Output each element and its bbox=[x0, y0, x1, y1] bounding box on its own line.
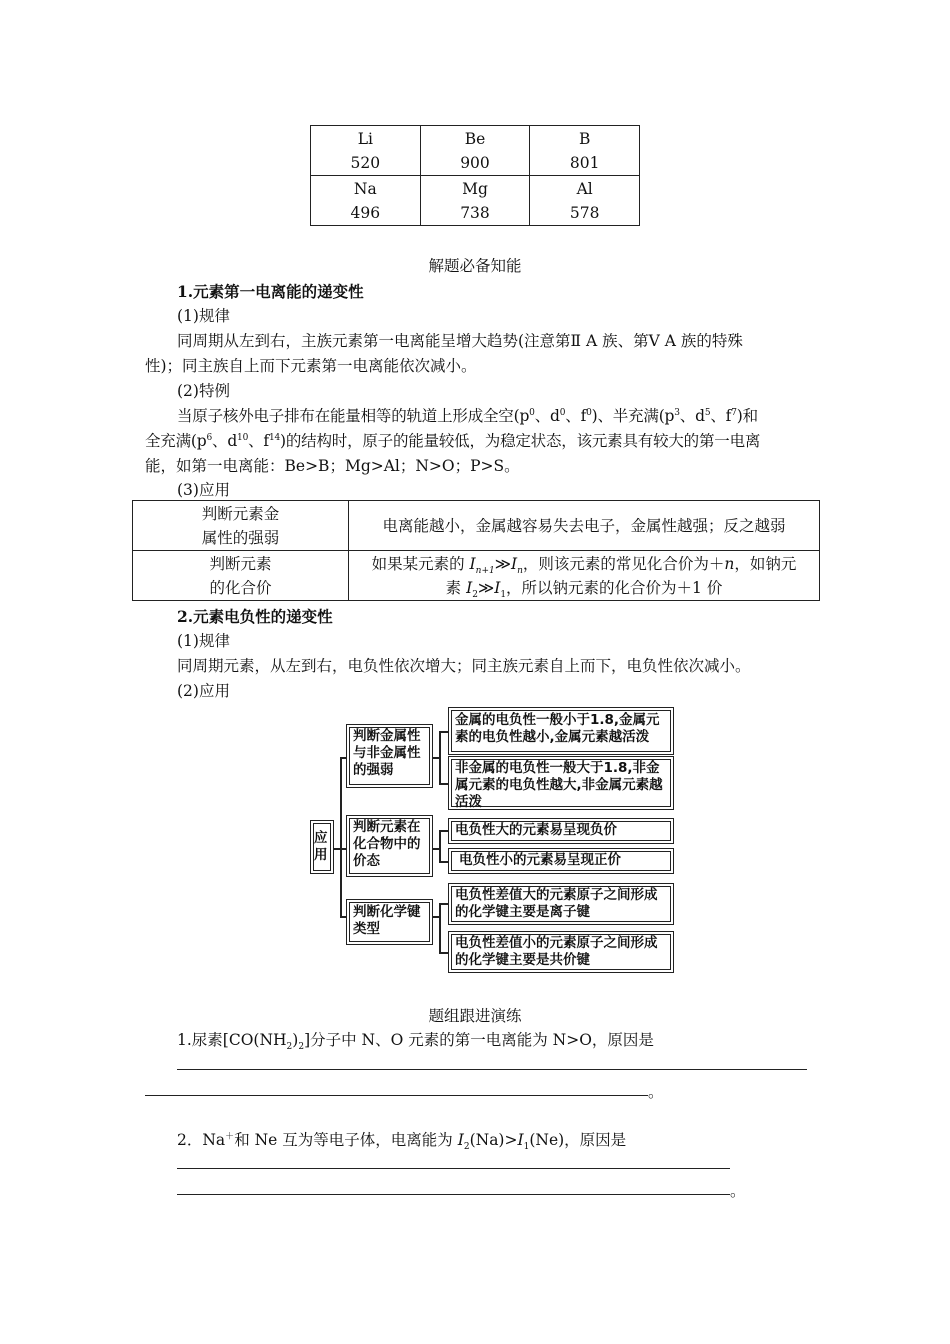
application-label: (3)应用 bbox=[177, 481, 230, 499]
table-row bbox=[311, 126, 640, 176]
table-row bbox=[311, 176, 640, 226]
rule-text-line: 同周期元素，从左到右，电负性依次增大；同主族元素自上而下，电负性依次减小。 bbox=[177, 657, 751, 675]
diagram-leaf-box: 电负性差值小的元素原子之间形成的化学键主要是共价键 bbox=[448, 931, 674, 973]
element-value: 801 bbox=[569, 153, 600, 172]
rule-label: (1)规律 bbox=[177, 307, 230, 325]
diagram-leaf-box: 电负性差值大的元素原子之间形成的化学键主要是离子键 bbox=[448, 883, 674, 925]
sentence-end-mark: 。 bbox=[648, 1083, 664, 1101]
table-cell bbox=[311, 126, 421, 176]
diagram-branch-box: 判断金属性与非金属性的强弱 bbox=[346, 724, 433, 788]
special-text-line: 能，如第一电离能：Be>B；Mg>Al；N>O；P>S。 bbox=[145, 457, 520, 475]
element-symbol: B bbox=[578, 129, 591, 148]
table-row bbox=[133, 501, 820, 551]
section-title: 1.元素第一电离能的递变性 bbox=[177, 282, 364, 301]
connector-line bbox=[340, 757, 342, 917]
table-cell: 判断元素 的化合价 bbox=[133, 551, 349, 601]
element-symbol: Na bbox=[353, 179, 377, 198]
section-title: 2.元素电负性的递变性 bbox=[177, 607, 333, 626]
section-heading: 题组跟进演练 bbox=[428, 1007, 522, 1025]
application-table bbox=[132, 500, 820, 601]
element-symbol: Be bbox=[464, 129, 486, 148]
element-symbol: Mg bbox=[462, 179, 488, 198]
sentence-end-mark: 。 bbox=[730, 1182, 746, 1200]
element-value: 738 bbox=[460, 203, 490, 222]
rule-text-line: 性)；同主族自上而下元素第一电离能依次减小。 bbox=[145, 357, 477, 375]
answer-blank-line[interactable] bbox=[177, 1168, 730, 1169]
table-cell bbox=[311, 176, 421, 226]
question-1: 1.尿素$[CO(NH_2)_2]$分子中 N、O 元素的第一电离能为 N>O，原因是 bbox=[177, 1031, 654, 1053]
rule-text-line: 同周期从左到右，主族元素第一电离能呈增大趋势(注意第Ⅱ A 族、第Ⅴ A 族的特殊 bbox=[177, 332, 743, 350]
element-value: 520 bbox=[350, 153, 381, 172]
special-text-line: 全充满($p^6$、$d^{10}$、$f^{14}$)的结构时，原子的能量较低，为稳定状态，该元素具有较大的第一电离 bbox=[145, 432, 761, 450]
answer-blank-line[interactable] bbox=[145, 1095, 648, 1096]
connector-line bbox=[439, 731, 441, 784]
diagram-branch-box: 判断化学键类型 bbox=[346, 899, 433, 945]
element-value: 496 bbox=[350, 203, 381, 222]
table-cell: 电离能越小，金属越容易失去电子，金属性越强；反之越弱 bbox=[349, 501, 820, 551]
table-cell bbox=[420, 126, 530, 176]
ionization-energy-table bbox=[310, 125, 640, 226]
special-text-line: 当原子核外电子排布在能量相等的轨道上形成全空($p^0$、$d^0$、$f^0$)、半充满($p^3$、$d^5$、$f^7$)和 bbox=[177, 407, 758, 425]
element-symbol: Li bbox=[357, 129, 373, 148]
application-label: (2)应用 bbox=[177, 682, 230, 700]
table-cell bbox=[530, 126, 640, 176]
table-cell bbox=[530, 176, 640, 226]
element-symbol: Al bbox=[576, 179, 593, 198]
element-value: 578 bbox=[569, 203, 600, 222]
diagram-leaf-box: 电负性大的元素易呈现负价 bbox=[448, 818, 674, 844]
table-row bbox=[133, 551, 820, 601]
diagram-leaf-box: 非金属的电负性一般大于1.8,非金属元素的电负性越大,非金属元素越活泼 bbox=[448, 756, 674, 810]
connector-line bbox=[439, 903, 441, 953]
diagram-leaf-box: 金属的电负性一般小于1.8,金属元素的电负性越小,金属元素越活泼 bbox=[448, 707, 674, 755]
table-cell: 判断元素金 属性的强弱 bbox=[133, 501, 349, 551]
rule-label: (1)规律 bbox=[177, 632, 230, 650]
question-2: 2．Na＋和 Ne 互为等电子体，电离能为 $I_2(Na)>I_1(Ne)$，原因是 bbox=[177, 1131, 627, 1153]
table-cell bbox=[420, 176, 530, 226]
diagram-leaf-box: 电负性小的元素易呈现正价 bbox=[448, 848, 674, 874]
diagram-branch-box: 判断元素在化合物中的价态 bbox=[346, 815, 433, 877]
element-value: 900 bbox=[460, 153, 490, 172]
special-label: (2)特例 bbox=[177, 382, 230, 400]
answer-blank-line[interactable] bbox=[177, 1069, 807, 1070]
connector-line bbox=[439, 830, 441, 862]
table-cell: 如果某元素的 $I_{n+1}≫I_n$，则该元素的常见化合价为＋n，如钠元 素 $I_2≫I_1$，所以钠元素的化合价为＋1 价 bbox=[349, 551, 820, 601]
section-heading: 解题必备知能 bbox=[428, 257, 522, 275]
answer-blank-line[interactable] bbox=[177, 1194, 730, 1195]
diagram-root-box: 应用 bbox=[310, 820, 334, 874]
